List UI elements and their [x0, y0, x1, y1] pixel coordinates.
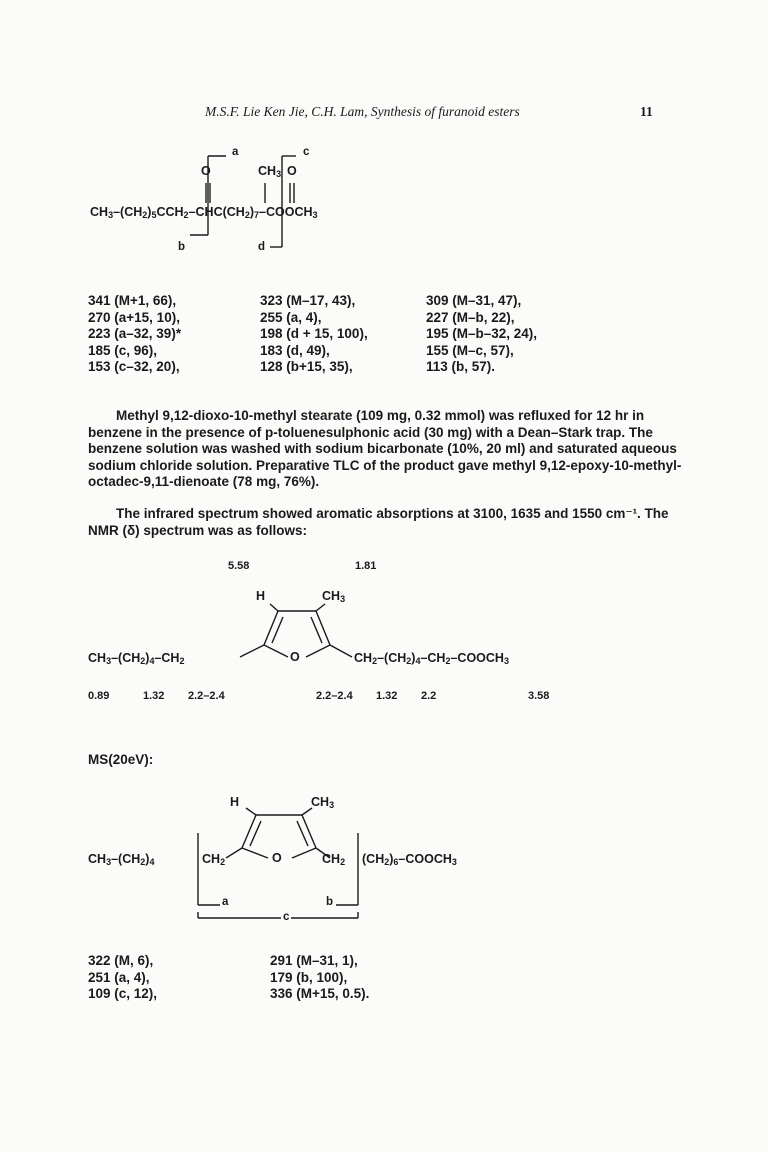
nmr-shift: 0.89	[88, 690, 110, 702]
running-title: M.S.F. Lie Ken Jie, C.H. Lam, Synthesis of furanoid esters	[205, 104, 520, 119]
ms-heading: MS(20eV):	[88, 752, 154, 767]
ms-fragment-entry: 255 (a, 4),	[260, 309, 322, 325]
ms-right-chain: $(CH_2)_6-COOCH_3$	[362, 852, 457, 867]
ms-ring-oxygen: O	[272, 851, 282, 865]
paragraph-experimental: Methyl 9,12-dioxo-10-methyl stearate (109 mg, 0.32 mmol) was refluxed for 12 hr in benzene in the presence of p-toluenesulphonic acid (30 mg) with a Dean–Stark trap. The benzene solution was washed with sodium bicarbonate (10%, 20 ml) and saturated aqueous sodium chloride solution. Preparative TLC of the product gave methyl 9,12-epoxy-10-methyl-octadec-9,11-dienoate (78 mg, 76%).	[88, 408, 682, 489]
ms-left-ch2: $CH_2$	[202, 852, 226, 867]
ms-fragment-entry: 227 (M–b, 22),	[426, 309, 515, 325]
ms-fragment-entry: 341 (M+1, 66),	[88, 293, 177, 308]
ms-fragment-entry: 185 (c, 96),	[88, 342, 158, 358]
keto1-oxygen: O	[201, 164, 211, 178]
ms-right-ch2: $CH_2$	[322, 852, 346, 867]
paragraph-spectra: The infrared spectrum showed aromatic absorptions at 3100, 1635 and 1550 cm⁻¹. The NMR (δ) spectrum was as follows:	[88, 506, 669, 538]
ms-fragment-entry: 270 (a+15, 10),	[88, 309, 180, 325]
fragment-label-a: a	[232, 146, 239, 158]
ms-fragment-entry: 183 (d, 49),	[260, 342, 330, 358]
ms-fragment-entry: 336 (M+15, 0.5).	[270, 986, 370, 1001]
nmr-shift: 1.32	[376, 690, 398, 702]
ms-fragment-entry: 128 (b+15, 35),	[260, 359, 353, 374]
ms-fragment-entry: 309 (M–31, 47),	[426, 293, 522, 308]
nmr-ring-oxygen: O	[290, 650, 300, 664]
fragment-label-c: c	[303, 146, 310, 158]
nmr-shift: 2.2–2.4	[188, 690, 225, 702]
fragment-label-d: d	[258, 241, 266, 253]
keto1-carbon: C	[156, 205, 166, 219]
nmr-right-chain: $CH_2-(CH_2)_4-CH_2-COOCH_3$	[354, 651, 509, 666]
structure-1-formula	[90, 205, 318, 220]
page-number: 11	[640, 104, 653, 119]
ms-left-chain: $CH_3-(CH_2)_4$	[88, 852, 155, 867]
fragment-label-b: b	[178, 241, 186, 253]
ms-fragment-entry: 179 (b, 100),	[270, 969, 348, 985]
ms-fragment-entry: 291 (M–31, 1),	[270, 953, 358, 968]
keto2-oxygen: O	[287, 164, 297, 178]
branch-methyl: $CH_3$	[258, 164, 282, 179]
ms-ring-h: H	[230, 795, 240, 809]
ms-label-c: c	[283, 911, 290, 923]
ms-fragment-entry: 198 (d + 15, 100),	[260, 326, 368, 341]
nmr-shift-h: 5.58	[228, 560, 250, 572]
ms-fragment-entry: 251 (a, 4),	[88, 969, 150, 985]
ms-fragment-entry: 223 (a–32, 39)*	[88, 326, 182, 341]
formula-right: $(CH_2)_7-COOCH_3$	[222, 205, 318, 220]
ms-ring-ch3: $CH_3$	[311, 795, 335, 810]
ms-fragment-entry: 323 (M–17, 43),	[260, 293, 356, 308]
ms-fragment-entry: 322 (M, 6),	[88, 953, 154, 968]
nmr-shift-ch3: 1.81	[355, 560, 377, 572]
formula-left: $CH_3-(CH_2)_5$	[90, 205, 157, 220]
ms-fragment-entry: 113 (b, 57).	[426, 359, 496, 374]
nmr-shift: 3.58	[528, 690, 550, 702]
nmr-shift: 2.2–2.4	[316, 690, 353, 702]
nmr-shift: 1.32	[143, 690, 165, 702]
nmr-ring-ch3: $CH_3$	[322, 589, 346, 604]
keto2-carbon: C	[213, 205, 223, 219]
ms-fragment-entry: 109 (c, 12),	[88, 986, 158, 1001]
ms-label-a: a	[222, 896, 229, 908]
ms-fragment-entry: 153 (c–32, 20),	[88, 359, 180, 374]
ms-fragment-entry: 195 (M–b–32, 24),	[426, 326, 538, 341]
formula-middle: $CH_2-CH$	[165, 205, 214, 220]
nmr-left-chain: $CH_3-(CH_2)_4-CH_2$	[88, 651, 185, 666]
ms-label-b: b	[326, 896, 334, 908]
nmr-shift: 2.2	[421, 690, 437, 702]
nmr-ring-h: H	[256, 589, 266, 603]
ms-fragment-entry: 155 (M–c, 57),	[426, 342, 514, 358]
